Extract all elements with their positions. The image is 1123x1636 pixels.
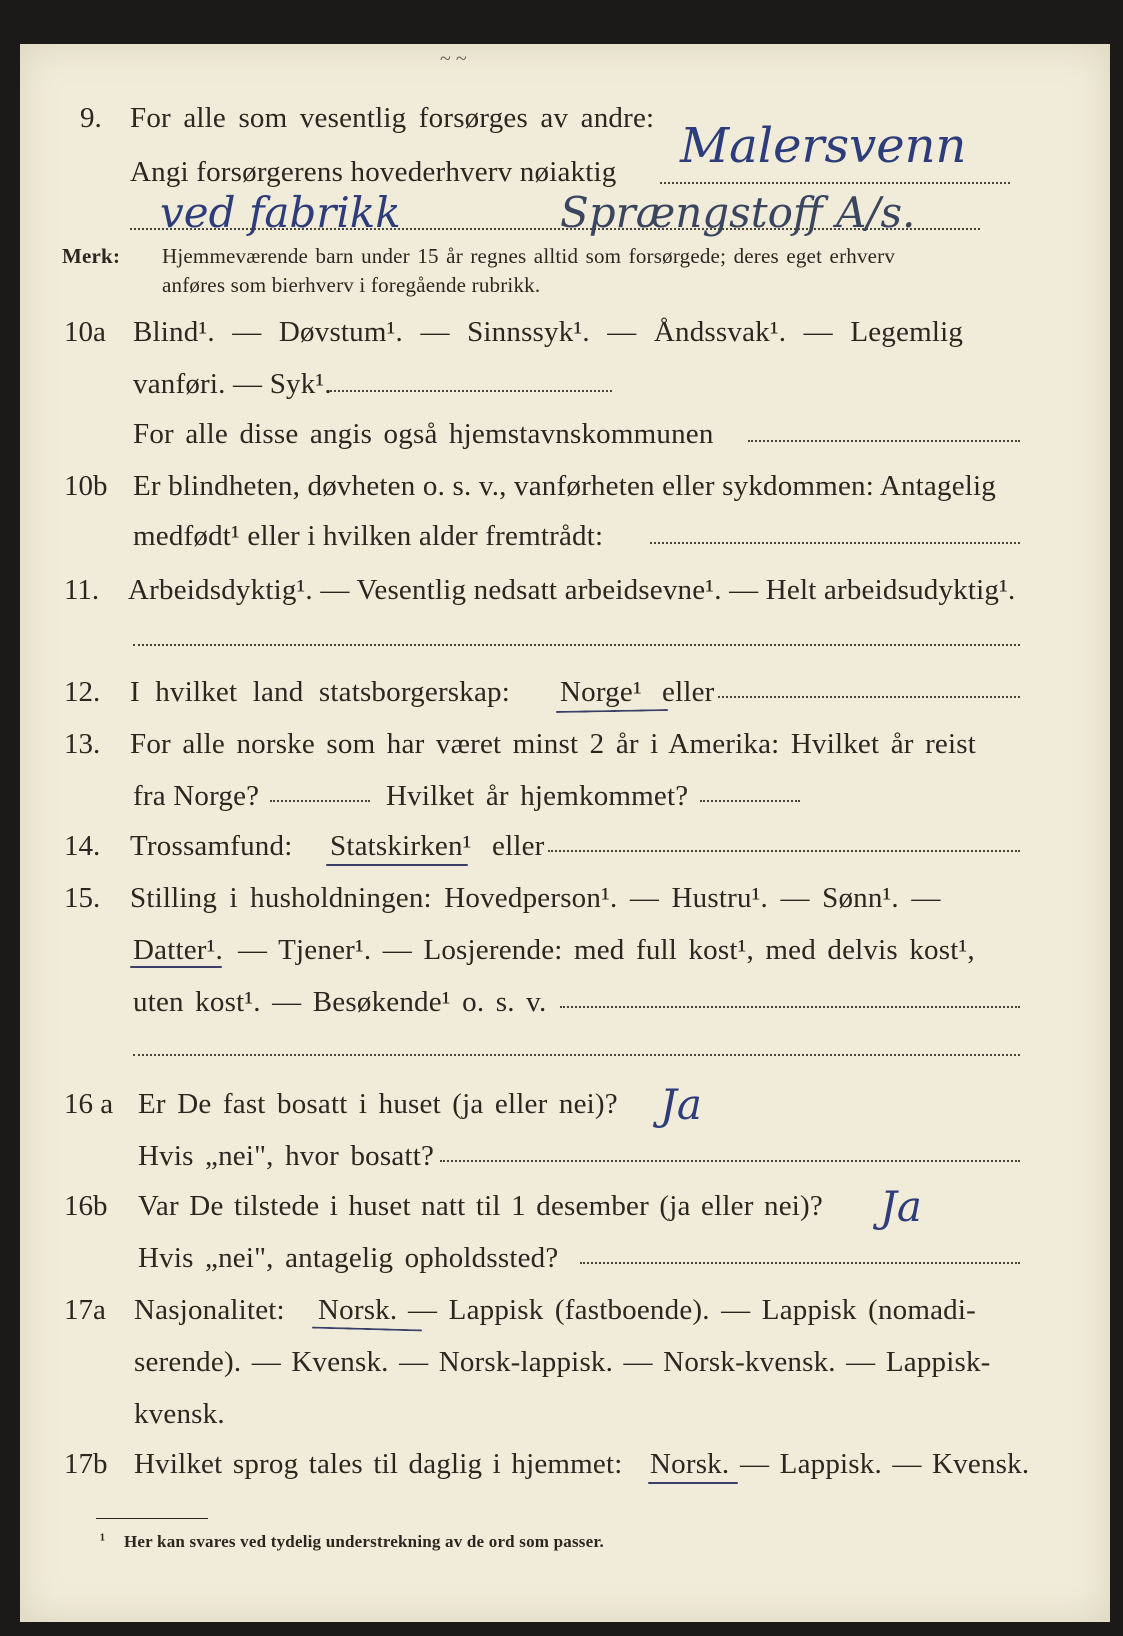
item-number-10a: 10a [64, 316, 106, 348]
q15-fill-line [560, 1006, 1020, 1008]
q13-fill-line-1 [270, 800, 370, 802]
merk-line1: Hjemmeværende barn under 15 år regnes alltid som forsørgede; deres eget erhverv [162, 244, 896, 268]
item-number-14: 14. [64, 830, 101, 862]
q17b-line1-rest: — Lappisk. — Kvensk. [740, 1448, 1030, 1480]
q14-eller: eller [492, 830, 545, 862]
q13-line2a: fra Norge? [133, 780, 260, 812]
item-number-12: 12. [64, 676, 101, 708]
q13-fill-line-2 [700, 800, 800, 802]
q9-fill-line-2 [130, 228, 980, 230]
item-number-17a: 17a [64, 1294, 106, 1326]
item-number-13: 13. [64, 728, 101, 760]
q16a-line1: Er De fast bosatt i huset (ja eller nei)? [138, 1088, 618, 1120]
q14-fill-line [548, 850, 1020, 852]
q17a-line1-rest: — Lappisk (fastboende). — Lappisk (nomadi- [408, 1294, 976, 1326]
q9-answer-workplace[interactable]: ved fabrikk [160, 188, 401, 237]
q15-line3: uten kost¹. — Besøkende¹ o. s. v. [133, 986, 547, 1018]
q16b-fill-line [580, 1262, 1020, 1264]
q15-fill-line-2 [133, 1054, 1020, 1056]
merk-label: Merk: [62, 244, 121, 268]
q10a-line2: vanføri. — Syk¹. [133, 368, 332, 400]
pencil-mark: ~ ~ [440, 48, 467, 70]
q15-line1: Stilling i husholdningen: Hovedperson¹. — Hustru¹. — Sønn¹. — [130, 882, 941, 914]
q16a-answer[interactable]: Ja [660, 1080, 702, 1129]
q12-option-norge[interactable]: Norge¹ [560, 676, 642, 708]
item-number-16a: 16 a [64, 1088, 114, 1120]
q9-answer-occupation[interactable]: Malersvenn [680, 118, 967, 174]
q16b-answer[interactable]: Ja [880, 1182, 922, 1231]
q12-fill-line [718, 696, 1020, 698]
footnote-text: Her kan svares ved tydelig understrekning av de ord som passer. [124, 1532, 604, 1551]
item-number-11: 11. [64, 574, 100, 606]
q17a-option-norsk[interactable]: Norsk. [318, 1294, 398, 1326]
q16a-line2: Hvis „nei", hvor bosatt? [138, 1140, 435, 1172]
q10b-fill-line [650, 542, 1020, 544]
footnote-mark: ¹ [100, 1530, 106, 1549]
q12-question: I hvilket land statsborgerskap: [130, 676, 511, 708]
q14-option-statskirken[interactable]: Statskirken¹ [330, 830, 472, 862]
q13-line1: For alle norske som har været minst 2 år i Amerika: Hvilket år reist [130, 728, 977, 760]
footnote-rule [96, 1518, 208, 1519]
q9-line1: For alle som vesentlig forsørges av andre: [130, 102, 655, 134]
q10a-line1: Blind¹. — Døvstum¹. — Sinnssyk¹. — Åndssvak¹. — Legemlig [133, 316, 964, 348]
q16a-fill-line [440, 1160, 1020, 1162]
q14-statskirken-underline [326, 864, 468, 866]
q9-answer-employer[interactable]: Sprængstoff A/s. [560, 188, 916, 237]
q9-fill-line [660, 182, 1010, 184]
item-number-9: 9. [80, 102, 102, 134]
q10b-line2: medfødt¹ eller i hvilken alder fremtrådt: [133, 520, 604, 552]
q16b-line2: Hvis „nei", antagelig opholdssted? [138, 1242, 559, 1274]
merk-line2: anføres som bierhverv i foregående rubrikk. [162, 273, 541, 297]
q17a-question: Nasjonalitet: [134, 1294, 285, 1326]
q12-eller: eller [662, 676, 715, 708]
q10a-line3: For alle disse angis også hjemstavnskommunen [133, 418, 714, 450]
q17b-option-norsk[interactable]: Norsk. [650, 1448, 730, 1480]
q17a-line2: serende). — Kvensk. — Norsk-lappisk. — Norsk-kvensk. — Lappisk- [134, 1346, 991, 1378]
q15-option-datter[interactable]: Datter¹. [133, 934, 224, 966]
item-number-10b: 10b [64, 470, 108, 502]
q14-question: Trossamfund: [130, 830, 293, 862]
q10a-fill-line-2 [748, 440, 1020, 442]
q17b-norsk-underline [648, 1482, 738, 1484]
q15-line2: — Tjener¹. — Losjerende: med full kost¹, med delvis kost¹, [238, 934, 975, 966]
q10a-fill-line [330, 390, 612, 392]
q17b-question: Hvilket sprog tales til daglig i hjemmet: [134, 1448, 623, 1480]
q17a-line3: kvensk. [134, 1398, 225, 1430]
q9-line2: Angi forsørgerens hovederhverv nøiaktig [130, 156, 617, 188]
q15-datter-underline [130, 966, 222, 968]
q10b-line1: Er blindheten, døvheten o. s. v., vanførheten eller sykdommen: Antagelig [133, 470, 996, 502]
q11-line1: Arbeidsdyktig¹. — Vesentlig nedsatt arbeidsevne¹. — Helt arbeidsudyktig¹. [128, 574, 1016, 606]
q13-line2b: Hvilket år hjemkommet? [386, 780, 689, 812]
q16b-line1: Var De tilstede i huset natt til 1 desember (ja eller nei)? [138, 1190, 823, 1222]
item-number-17b: 17b [64, 1448, 108, 1480]
q11-fill-line [133, 644, 1020, 646]
item-number-16b: 16b [64, 1190, 108, 1222]
item-number-15: 15. [64, 882, 101, 914]
